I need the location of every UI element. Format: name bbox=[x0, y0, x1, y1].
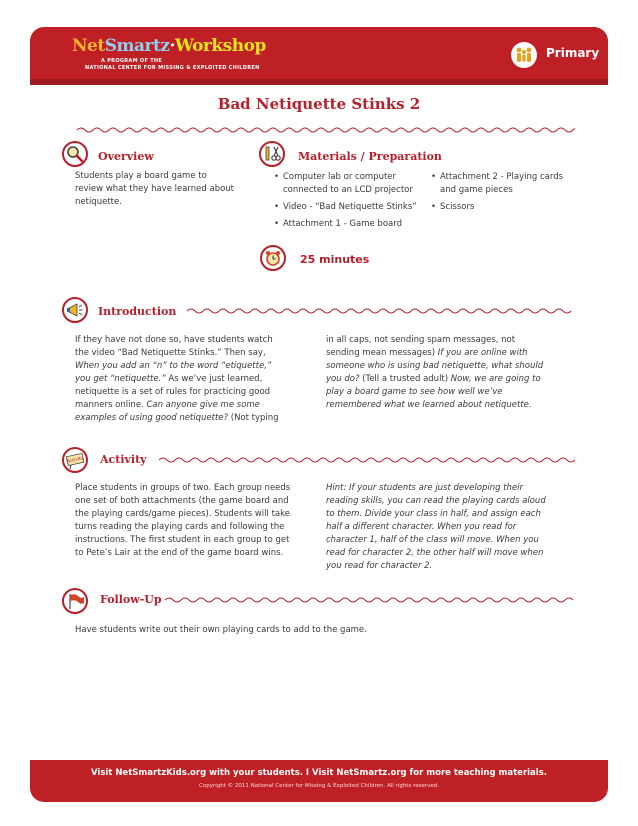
intro-left-em1: When you add an “n” to the word “etiquette,” you get “netiquette.” bbox=[75, 361, 272, 384]
activity-sign-text: Activity bbox=[66, 456, 85, 465]
materials-item: • Attachment 2 - Playing cards and game pieces bbox=[431, 171, 571, 197]
activity-left-text: Place students in groups of two. Each group needs one set of both attachments (the game board and the playing cards/game pieces). Students will take turns reading the playing cards and following the instructions. The first student in each group to get to Pete’s Lair at the end of the game board wins. bbox=[75, 483, 291, 558]
logo-word-workshop: Workshop bbox=[174, 36, 266, 56]
logo-word-smartz: Smartz bbox=[104, 36, 170, 56]
followup-text: Have students write out their own playing cards to add to the game. bbox=[75, 625, 367, 635]
materials-heading: Materials / Preparation bbox=[298, 150, 442, 163]
logo-dot: · bbox=[169, 36, 175, 56]
scissors-pencil-icon bbox=[259, 141, 285, 167]
materials-item: • Video - “Bad Netiquette Stinks” bbox=[274, 201, 424, 214]
activity-divider bbox=[159, 456, 575, 464]
materials-item: • Attachment 1 - Game board bbox=[274, 218, 424, 231]
followup-heading: Follow-Up bbox=[100, 593, 162, 606]
overview-heading: Overview bbox=[98, 150, 154, 163]
introduction-divider bbox=[187, 307, 575, 315]
header-banner bbox=[30, 27, 608, 85]
title-divider bbox=[77, 126, 575, 134]
footer-copyright: Copyright © 2011 National Center for Missing & Exploited Children. All rights reserved. bbox=[199, 783, 439, 789]
activity-hint-text: Hint: If your students are just developing their reading skills, you can read the playing cards aloud to them. Divide your class in half, and assign each half a different character. When you read for character 1, half of the class will move. When you read for character 2, the other half will move when you read for character 2. bbox=[326, 483, 546, 571]
logo-word-net: Net bbox=[72, 36, 105, 56]
flag-icon bbox=[62, 588, 88, 614]
intro-left-em2: Can anyone give me some examples of using good netiquette? bbox=[75, 400, 260, 423]
intro-right-em2: Now, we are going to play a board game to see how well we’ve remembered what we learned about netiquette. bbox=[326, 374, 541, 410]
magnifier-icon bbox=[62, 141, 88, 167]
intro-left-p2: As we’ve just learned, netiquette is a set of rules for practicing good manners online. bbox=[75, 374, 271, 410]
intro-right-p2: (Tell a trusted adult) bbox=[362, 374, 449, 384]
materials-item: • Computer lab or computer connected to an LCD projector bbox=[274, 171, 424, 197]
materials-list-col2 bbox=[431, 171, 571, 218]
intro-left-p3: (Not typing bbox=[230, 413, 279, 423]
overview-text: Students play a board game to review what they have learned about netiquette. bbox=[75, 171, 235, 207]
megaphone-icon bbox=[62, 297, 88, 323]
intro-left-p1: If they have not done so, have students watch the video “Bad Netiquette Stinks.” Then say, bbox=[75, 335, 273, 358]
followup-divider bbox=[165, 596, 575, 604]
intro-right-em1: If you are online with someone who is using bad netiquette, what should you do? bbox=[326, 348, 544, 384]
footer-links-text: Visit NetSmartzKids.org with your students. I Visit NetSmartz.org for more teaching materials. bbox=[90, 768, 547, 778]
materials-item: • Scissors bbox=[431, 201, 571, 214]
grade-level-label: Primary bbox=[546, 46, 600, 60]
tagline-line1: A PROGRAM OF THE bbox=[101, 58, 163, 64]
materials-list-col1 bbox=[274, 171, 424, 235]
activity-heading: Activity bbox=[100, 453, 147, 466]
lesson-title: Bad Netiquette Stinks 2 bbox=[217, 95, 421, 113]
banner-stripe bbox=[30, 79, 608, 85]
netsmartz-workshop-logo bbox=[72, 36, 266, 56]
introduction-right-text bbox=[326, 334, 546, 412]
activity-sign-icon bbox=[62, 447, 88, 473]
introduction-heading: Introduction bbox=[98, 305, 177, 318]
introduction-left-text bbox=[75, 334, 287, 425]
family-icon bbox=[511, 42, 537, 68]
intro-right-p1: in all caps, not sending spam messages, not sending mean messages) bbox=[326, 335, 516, 358]
duration-label: 25 minutes bbox=[300, 253, 370, 266]
tagline-line2: NATIONAL CENTER FOR MISSING & EXPLOITED CHILDREN bbox=[85, 65, 260, 71]
footer-banner bbox=[30, 760, 608, 802]
alarm-clock-icon bbox=[260, 245, 286, 271]
